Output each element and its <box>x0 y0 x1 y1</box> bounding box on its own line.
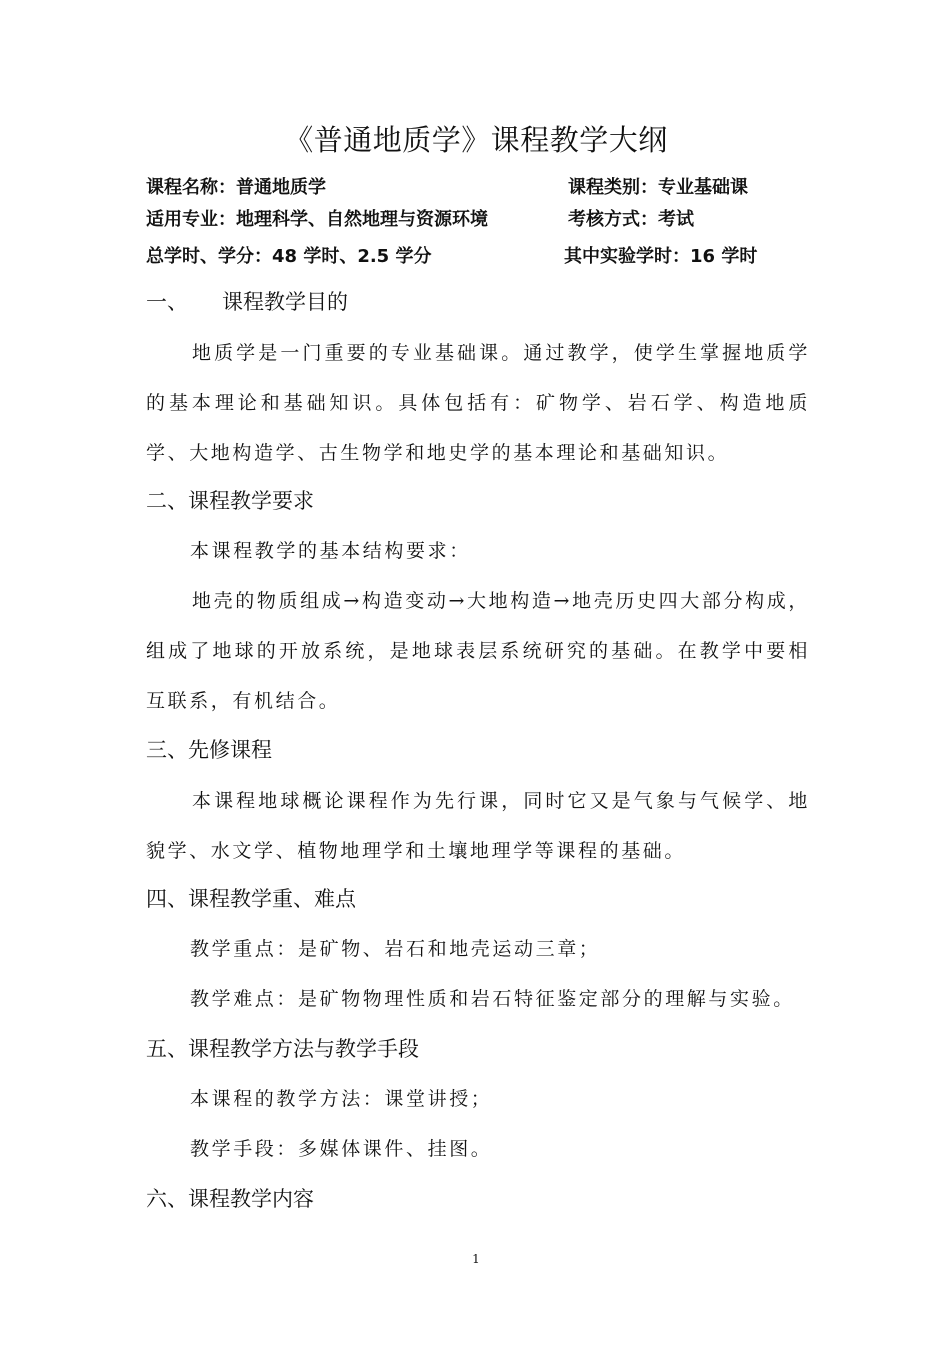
total-hours-credits: 总学时、学分：48 学时、2.5 学分 <box>146 246 432 267</box>
section-3-paragraph: 本课程地球概论课程作为先行课，同时它又是气象与气候学、地貌学、水文学、植物地理学和土壤地理学等课程的基础。 <box>146 790 810 862</box>
section-heading-5: 五、课程教学方法与教学手段 <box>146 1037 419 1061</box>
section-heading-3: 三、先修课程 <box>146 738 272 762</box>
section-heading-1 <box>146 286 348 318</box>
teaching-means: 教学手段：多媒体课件、挂图。 <box>190 1138 493 1160</box>
lab-hours: 其中实验学时：16 学时 <box>564 246 758 267</box>
section-heading-4: 四、课程教学重、难点 <box>146 887 356 911</box>
section-title-1: 课程教学目的 <box>222 290 348 314</box>
course-name: 课程名称：普通地质学 <box>146 177 326 198</box>
section-heading-6: 六、课程教学内容 <box>146 1187 314 1211</box>
teaching-difficulties: 教学难点：是矿物物理性质和岩石特征鉴定部分的理解与实验。 <box>190 988 795 1010</box>
document-title: 《普通地质学》课程教学大纲 <box>284 123 668 157</box>
course-type: 课程类别：专业基础课 <box>568 177 748 198</box>
assessment-method: 考核方式：考试 <box>568 209 694 230</box>
section-number-1: 一、 <box>146 290 188 314</box>
section-1-paragraph: 地质学是一门重要的专业基础课。通过教学，使学生掌握地质学的基本理论和基础知识。具体包括有：矿物学、岩石学、构造地质学、大地构造学、古生物学和地史学的基本理论和基础知识。 <box>146 342 810 464</box>
page-number: 1 <box>472 1252 480 1266</box>
section-heading-2: 二、课程教学要求 <box>146 489 314 513</box>
teaching-method: 本课程的教学方法：课堂讲授； <box>190 1088 493 1110</box>
teaching-key-points: 教学重点：是矿物、岩石和地壳运动三章； <box>190 938 601 960</box>
section-2-intro: 本课程教学的基本结构要求： <box>190 540 471 562</box>
applicable-majors: 适用专业：地理科学、自然地理与资源环境 <box>146 209 488 230</box>
section-2-paragraph: 地壳的物质组成→构造变动→大地构造→地壳历史四大部分构成，组成了地球的开放系统，是地球表层系统研究的基础。在教学中要相互联系，有机结合。 <box>146 590 810 712</box>
